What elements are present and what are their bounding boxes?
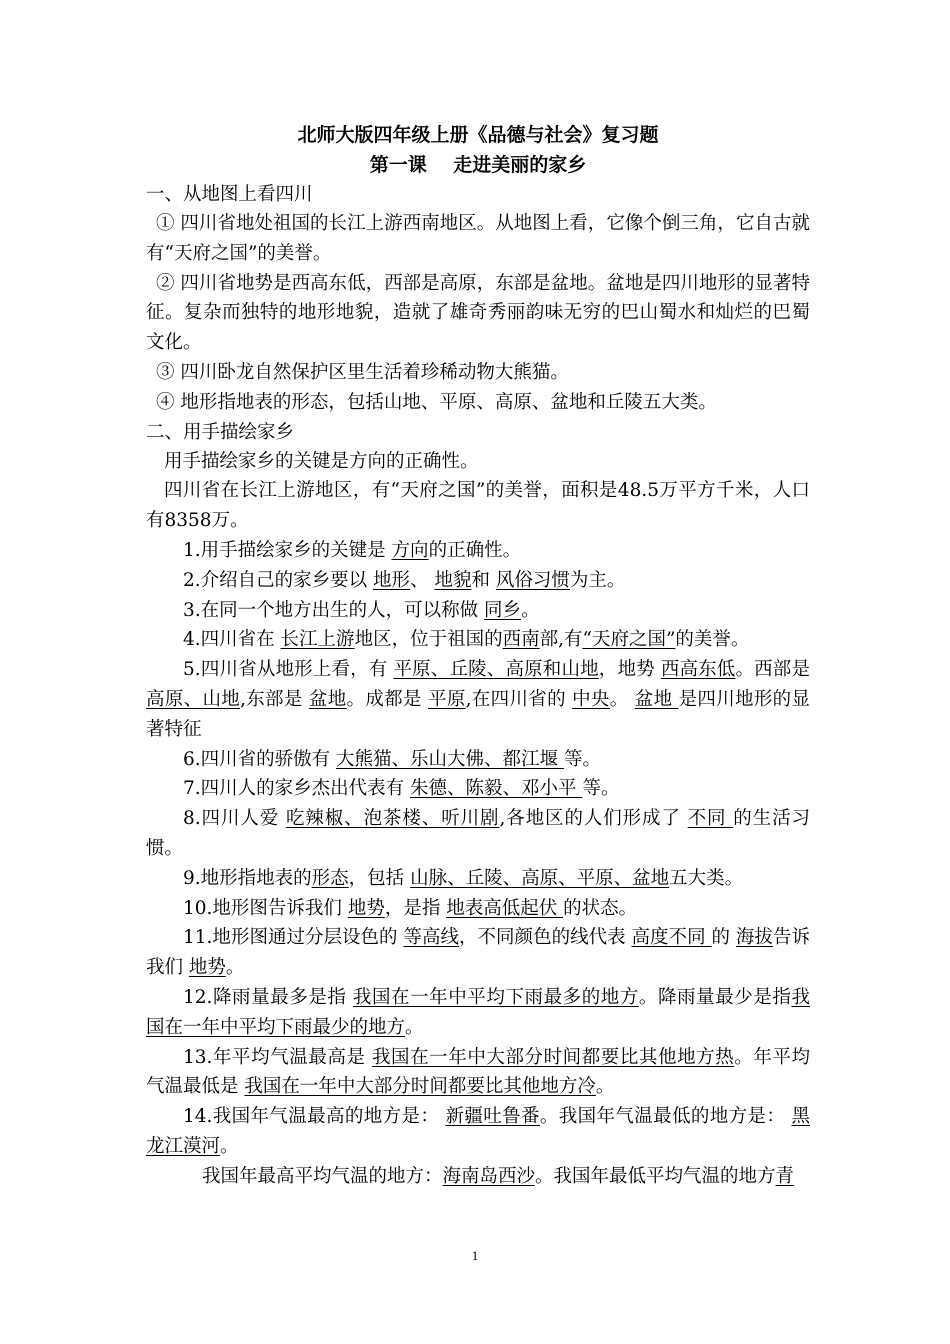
answer: 我国在一年中平均下雨最少的地方 [146,986,810,1038]
document-title: 北师大版四年级上册《品德与社会》复习题 [297,124,659,146]
answer: 等高线 [403,927,460,949]
answer: 盆地 [634,688,679,710]
paragraph-item-1: ① 四川省地处祖国的长江上游西南地区。从地图上看，它像个倒三角，它自古就有“天府之国”的美誉。 [146,213,810,264]
question-12: 12.降雨量最多是指 我国在一年中平均下雨最多的地方。降雨量最少是指我国在一年中平均下雨最少的地方。 [146,986,810,1038]
answer: 高度不同 [631,927,712,949]
question-9: 9.地形指地表的形态，包括 山脉、丘陵、高原、平原、盆地五大类。 [183,867,744,889]
answer: 海拔 [735,927,773,949]
answer: 平原 [428,688,466,710]
question-8: 8.四川人爱 吃辣椒、泡茶楼、听川剧,各地区的人们形成了 不同 的生活习惯。 [146,808,810,859]
answer: 不同 [687,808,734,830]
answer: 地势 [188,957,226,979]
answer: 我国在一年中大部分时间都要比其他地方冷 [244,1076,596,1098]
paragraph-item-2: ② 四川省地势是西高东低，西部是高原，东部是盆地。盆地是四川地形的显著特征。复杂而独特的地形地貌，造就了雄奇秀丽韵味无穷的巴山蜀水和灿烂的巴蜀文化。 [146,272,810,354]
answer: 大熊猫、乐山大佛、都江堰 [336,748,564,770]
answer: 盆地 [308,688,347,710]
section-heading-1: 一、从地图上看四川 [146,184,313,205]
answer: 形态 [311,867,349,889]
question-5: 5.四川省从地形上看，有 平原、丘陵、高原和山地，地势 西高东低。西部是高原、山地,东部是 盆地。成都是 平原,在四川省的 中央。 盆地 是四川地形的显著特征 [146,659,810,740]
answer: 地势 [347,897,385,919]
question-3: 3.在同一个地方出生的人，可以称做 同乡。 [183,599,540,621]
question-1: 1.用手描绘家乡的关键是 方向的正确性。 [183,539,522,561]
page-number: 1 [471,1248,479,1263]
answer: 我国在一年中大部分时间都要比其他地方热 [371,1046,735,1068]
paragraph-item-4: ④ 地形指地表的形态，包括山地、平原、高原、盆地和丘陵五大类。 [156,391,717,413]
question-15: 我国年最高平均气温的地方：海南岛西沙。我国年最低平均气温的地方青 [202,1165,795,1187]
answer: 平原、丘陵、高原和山地 [393,659,599,681]
paragraph-item-3: ③ 四川卧龙自然保护区里生活着珍稀动物大熊猫。 [156,361,569,383]
answer: 地貌 [434,569,472,591]
answer: 中央 [572,688,610,710]
answer: 同乡 [484,599,522,621]
question-6: 6.四川省的骄傲有 大熊猫、乐山大佛、都江堰 等。 [183,748,601,770]
answer: 地表高低起伏 [446,897,564,919]
question-13: 13.年平均气温最高是 我国在一年中大部分时间都要比其他地方热。年平均气温最低是 我国在一年中大部分时间都要比其他地方冷。 [146,1046,810,1098]
question-4: 4.四川省在 长江上游地区，位于祖国的西南部,有“天府之国”的美誉。 [183,629,750,651]
answer: 高原、山地 [146,688,241,710]
answer: 方向 [391,539,429,561]
answer: 西高东低 [660,659,736,681]
answer: 青 [775,1165,795,1187]
lesson-title: 第一课 走进美丽的家乡 [369,154,587,176]
answer: 长江上游 [280,629,355,651]
intro-line-2: 四川省在长江上游地区，有“天府之国”的美誉，面积是48.5万平方千米，人口有8358万。 [146,480,810,532]
answer: 新疆吐鲁番 [445,1106,540,1128]
answer: 山脉、丘陵、高原、平原、盆地 [410,867,670,889]
document-body [146,120,810,1192]
answer: 风俗习惯 [495,569,570,591]
answer: “天府之国” [582,629,676,651]
answer: 黑龙江漠河 [146,1106,810,1157]
answer: 西南 [502,629,540,651]
intro-line-1: 用手描绘家乡的关键是方向的正确性。 [164,450,479,472]
answer: 朱德、陈毅、邓小平 [410,778,583,800]
question-2: 2.介绍自己的家乡要以 地形、 地貌和 风俗习惯为主。 [183,569,626,591]
answer: 我国在一年中平均下雨最多的地方 [352,986,639,1008]
question-10: 10.地形图告诉我们 地势，是指 地表高低起伏 的状态。 [183,897,638,919]
section-heading-2: 二、用手描绘家乡 [146,421,295,443]
question-7: 7.四川人的家乡杰出代表有 朱德、陈毅、邓小平 等。 [183,778,620,800]
question-14: 14.我国年气温最高的地方是： 新疆吐鲁番。我国年气温最低的地方是： 黑龙江漠河。 [146,1106,810,1157]
answer: 海南岛西沙 [442,1165,536,1187]
answer: 地形 [373,569,411,591]
question-11: 11.地形图通过分层设色的 等高线，不同颜色的线代表 高度不同 的 海拔告诉我们 地势。 [146,927,810,979]
answer: 吃辣椒、泡茶楼、听川剧 [285,808,500,830]
